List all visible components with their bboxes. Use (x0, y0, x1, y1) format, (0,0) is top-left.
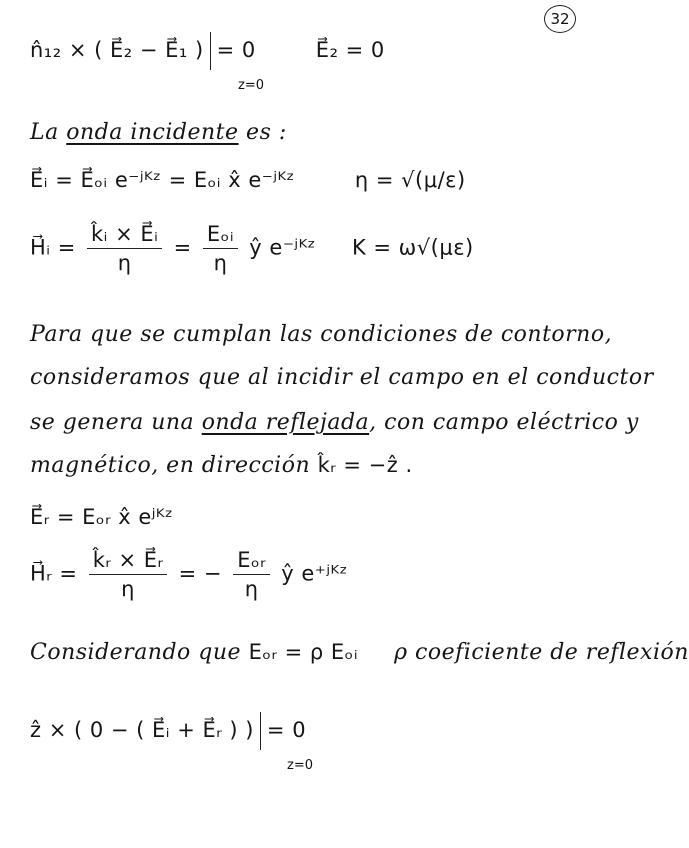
final-boundary-expr: ẑ × ( 0 − ( E⃗ᵢ + E⃗ᵣ ) ) (30, 718, 254, 742)
incident-electric-field-line (30, 168, 466, 192)
hi-lhs: H⃗ᵢ = (30, 235, 76, 260)
hr-fraction-2: $\frac{\text{Eₒᵣ}}{\eta}$ (233, 548, 270, 601)
reflected-direction: k̂ᵣ = −ẑ . (317, 453, 413, 477)
boundary-condition-line (30, 32, 385, 70)
hi-tail: ŷ e⁻ʲᴷᶻ (249, 235, 316, 260)
final-boundary-result: = 0 (266, 718, 307, 742)
reflection-coefficient-line: Considerando que Eₒᵣ = ρ Eₒᵢ ρ coeficiente de reflexión (30, 640, 689, 665)
reflected-wave-term: onda reflejada (201, 410, 370, 435)
heading-prefix: La (30, 120, 59, 145)
wavenumber-definition: K = ω√(με) (351, 235, 474, 260)
incident-electric-field: E⃗ᵢ = E⃗ₒᵢ e⁻ʲᴷᶻ = Eₒᵢ x̂ e⁻ʲᴷᶻ (30, 168, 295, 192)
reflected-electric-field: E⃗ᵣ = Eₒᵣ x̂ eʲᴷᶻ (30, 505, 174, 529)
final-evaluation-bar (260, 712, 261, 750)
incident-wave-term: onda incidente (66, 120, 239, 145)
page-number: 32 (544, 5, 576, 33)
paragraph-line-4: magnético, en dirección k̂ᵣ = −ẑ . (30, 453, 413, 478)
paragraph-line-2: consideramos que al incidir el campo en el conductor (30, 365, 654, 390)
reflection-relation: Eₒᵣ = ρ Eₒᵢ (248, 640, 359, 664)
evaluation-bar (210, 32, 211, 70)
impedance-definition: η = √(μ/ε) (354, 168, 466, 192)
hi-equals: = (173, 235, 192, 260)
hi-fraction-1: $\frac{\text{k̂ᵢ × E⃗ᵢ}}{\eta}$ (87, 222, 162, 275)
evaluation-subscript: z=0 (238, 78, 264, 93)
final-boundary-line (30, 712, 306, 750)
boundary-condition-result: = 0 (216, 38, 256, 62)
heading-suffix: es : (246, 120, 287, 145)
field-region2-expr: E⃗₂ = 0 (315, 38, 385, 62)
reflection-coefficient-label: ρ coeficiente de reflexión (394, 640, 689, 665)
hr-fraction-1: $\frac{\text{k̂ᵣ × E⃗ᵣ}}{\eta}$ (89, 548, 168, 601)
paragraph-line-1: Para que se cumplan las condiciones de contorno, (30, 322, 613, 347)
final-evaluation-subscript: z=0 (287, 758, 313, 773)
hi-fraction-2: $\frac{\text{Eₒᵢ}}{\eta}$ (203, 222, 238, 275)
incident-wave-heading (30, 120, 287, 145)
reflected-magnetic-field-line: H⃗ᵣ = $\frac{\text{k̂ᵣ × E⃗ᵣ}}{\eta}$ = − $\frac{\text{Eₒᵣ}}{\eta}$ ŷ e⁺ʲᴷᶻ (30, 548, 348, 601)
incident-magnetic-field-line (30, 222, 474, 275)
boundary-condition-expr: n̂₁₂ × ( E⃗₂ − E⃗₁ ) (30, 38, 204, 62)
paragraph-line-3: se genera una onda reflejada, con campo eléctrico y (30, 410, 639, 435)
